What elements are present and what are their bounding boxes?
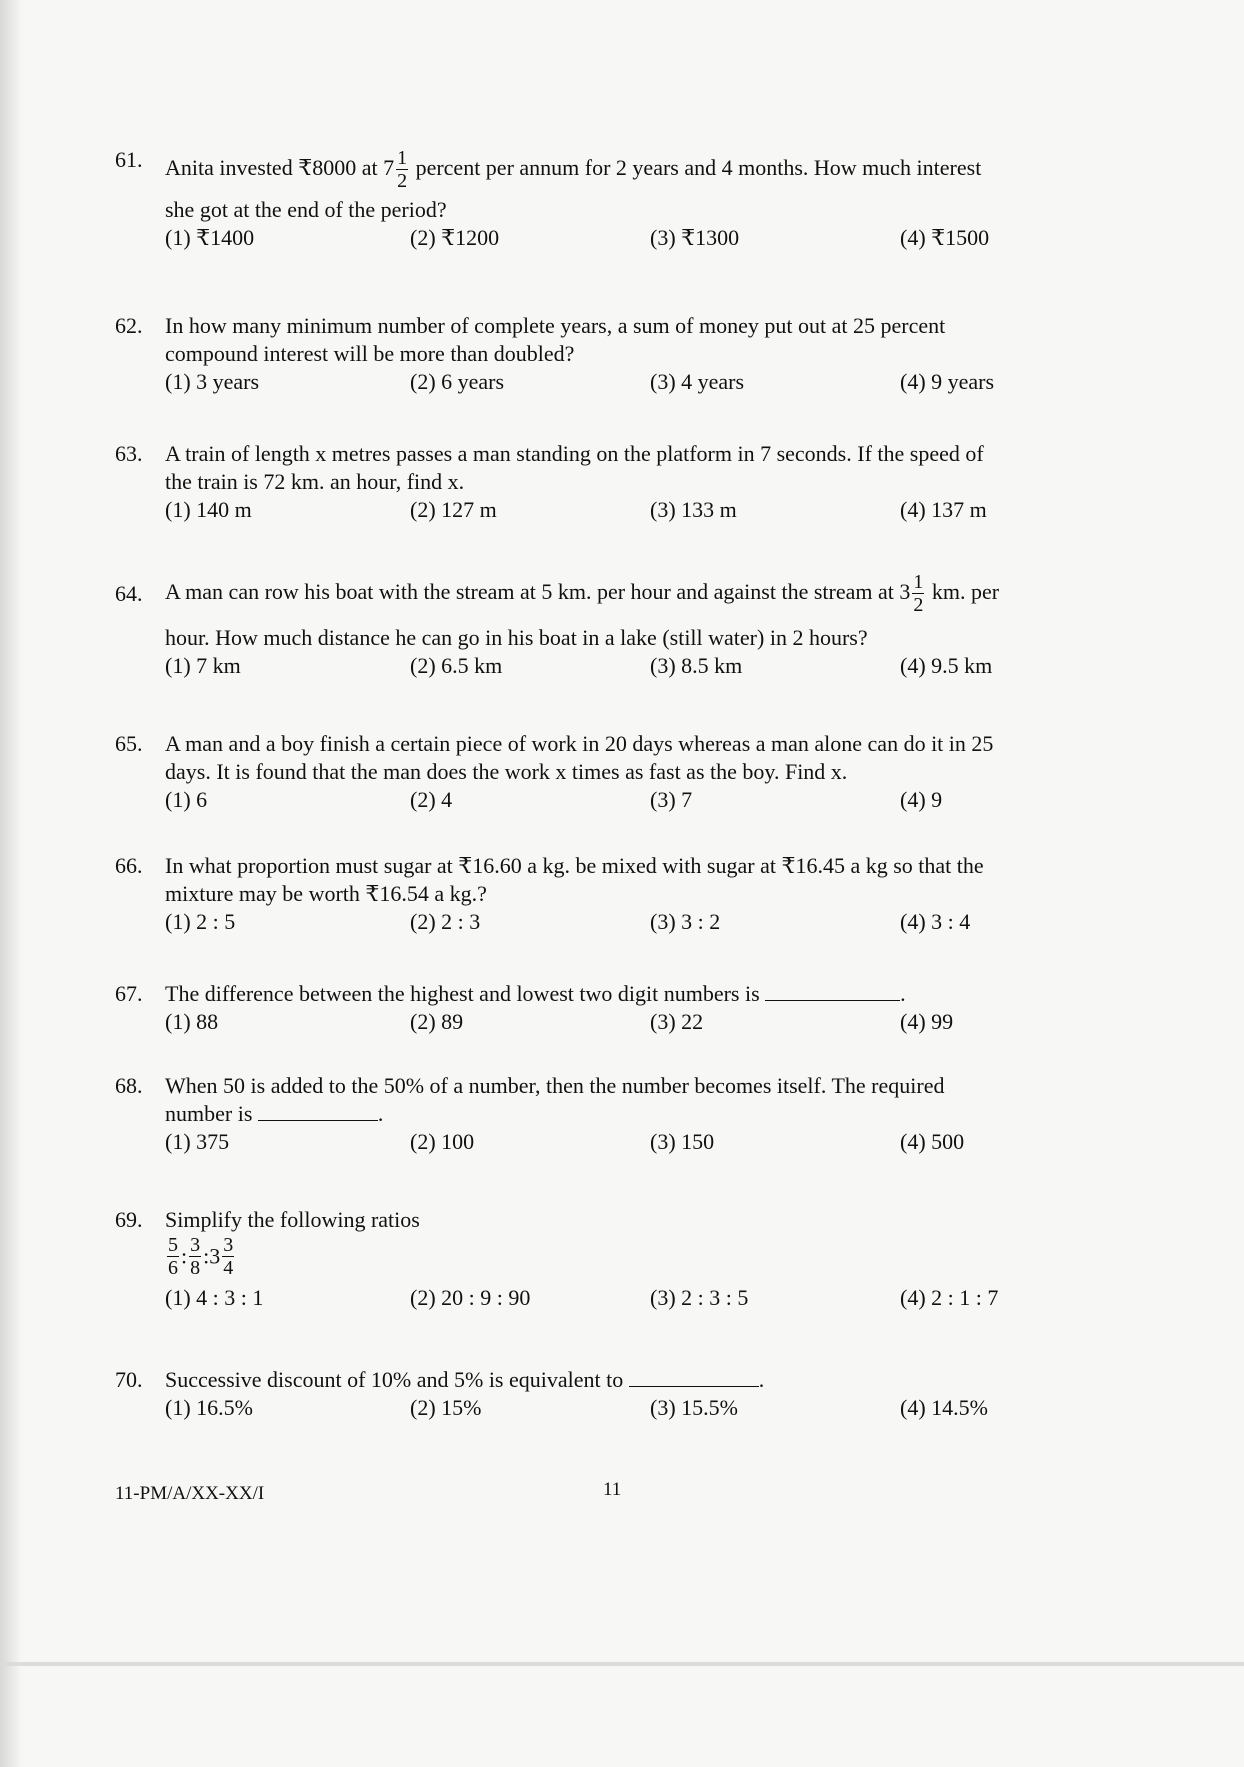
question-number: 62. <box>115 313 143 338</box>
option-3[interactable]: (3) 150 <box>650 1129 715 1154</box>
options <box>165 908 1135 938</box>
question-61 <box>115 146 1135 254</box>
option-4[interactable]: (4) 9 <box>900 787 943 812</box>
option-1[interactable]: (1) 6 <box>165 787 208 812</box>
question-text-part: km. per <box>931 579 1000 604</box>
options <box>165 496 1135 526</box>
option-2[interactable]: (2) 4 <box>410 787 453 812</box>
options <box>165 1128 1135 1158</box>
option-1[interactable]: (1) 4 : 3 : 1 <box>165 1285 264 1310</box>
answer-blank <box>258 1102 378 1121</box>
question-text-part: Anita invested ₹8000 at 7 <box>165 155 395 180</box>
answer-blank <box>765 982 900 1001</box>
fraction: $\frac{3}{4}$ <box>223 1234 234 1279</box>
fraction: $\frac{1}{2}$ <box>913 571 924 617</box>
question-66 <box>115 852 1135 938</box>
option-4[interactable]: (4) 9 years <box>900 369 995 394</box>
question-number: 68. <box>115 1073 143 1098</box>
option-2[interactable]: (2) 127 m <box>410 497 497 522</box>
options <box>165 1394 1135 1424</box>
option-1[interactable]: (1) 16.5% <box>165 1395 253 1420</box>
question-text: A man and a boy finish a certain piece of work in 20 days whereas a man alone can do it in 25 days. It is found that the man does the work x times as fast as the boy. Find x. <box>165 731 994 784</box>
option-1[interactable]: (1) 2 : 5 <box>165 909 236 934</box>
paper-code: 11-PM/A/XX-XX/I <box>115 1483 265 1504</box>
option-3[interactable]: (3) ₹1300 <box>650 225 740 251</box>
question-text: Successive discount of 10% and 5% is equivalent to . <box>165 1367 765 1392</box>
option-4[interactable]: (4) 9.5 km <box>900 653 993 679</box>
option-2[interactable]: (2) ₹1200 <box>410 225 500 251</box>
question-text-part: number is <box>165 1101 253 1126</box>
option-4[interactable]: (4) 2 : 1 : 7 <box>900 1285 999 1310</box>
question-text: The difference between the highest and lowest two digit numbers is . <box>165 981 906 1006</box>
question-number: 63. <box>115 441 143 466</box>
option-4[interactable]: (4) ₹1500 <box>900 225 990 251</box>
option-2[interactable]: (2) 15% <box>410 1395 482 1420</box>
fraction: $\frac{5}{6}$ <box>168 1234 178 1279</box>
option-2[interactable]: (2) 2 : 3 <box>410 909 481 934</box>
option-3[interactable]: (3) 3 : 2 <box>650 909 721 934</box>
options <box>165 1008 1135 1038</box>
question-64 <box>115 570 1135 682</box>
option-4[interactable]: (4) 500 <box>900 1129 965 1154</box>
option-3[interactable]: (3) 133 m <box>650 497 737 522</box>
fraction: $\frac{1}{2}$ <box>397 147 408 193</box>
option-1[interactable]: (1) 3 years <box>165 369 260 394</box>
ratio-expression: $\frac{5}{6}$ : $\frac{3}{8}$ :3 $\frac{3}{4}$ <box>168 1234 234 1279</box>
question-text: Simplify the following ratios <box>165 1207 420 1232</box>
option-3[interactable]: (3) 22 <box>650 1009 704 1034</box>
question-text: A train of length x metres passes a man standing on the platform in 7 seconds. If the speed of the train is 72 km. an hour, find x. <box>165 441 984 494</box>
options <box>165 786 1135 816</box>
question-text-part: Successive discount of 10% and 5% is equivalent to <box>165 1367 624 1392</box>
question-text-part: percent per annum for 2 years and 4 months. How much interest <box>415 155 982 180</box>
option-3[interactable]: (3) 2 : 3 : 5 <box>650 1285 749 1310</box>
question-text: Anita invested ₹8000 at 7 $\frac{1}{2}$ percent per annum for 2 years and 4 months. How much interest she got at the end of the period? <box>165 147 982 223</box>
option-1[interactable]: (1) 140 m <box>165 497 252 522</box>
option-2[interactable]: (2) 6.5 km <box>410 653 503 679</box>
question-number: 70. <box>115 1367 143 1392</box>
option-2[interactable]: (2) 20 : 9 : 90 <box>410 1285 531 1310</box>
page-number: 11 <box>603 1479 622 1500</box>
option-1[interactable]: (1) 375 <box>165 1129 230 1154</box>
question-65 <box>115 730 1135 816</box>
question-68 <box>115 1072 1135 1158</box>
option-2[interactable]: (2) 6 years <box>410 369 505 394</box>
option-4[interactable]: (4) 14.5% <box>900 1395 988 1420</box>
options <box>165 652 1135 682</box>
option-3[interactable]: (3) 7 <box>650 787 693 812</box>
question-number: 65. <box>115 731 143 756</box>
answer-blank <box>629 1368 759 1387</box>
question-67 <box>115 980 1135 1038</box>
question-text: In how many minimum number of complete years, a sum of money put out at 25 percent compound interest will be more than doubled? <box>165 313 946 366</box>
question-63 <box>115 440 1135 526</box>
options <box>165 368 1135 398</box>
question-number: 67. <box>115 981 143 1006</box>
question-text: When 50 is added to the 50% of a number, then the number becomes itself. The required number is . <box>165 1073 945 1126</box>
question-text-part: A man can row his boat with the stream at 5 km. per hour and against the stream at 3 <box>165 579 911 604</box>
question-number: 69. <box>115 1207 143 1232</box>
question-70 <box>115 1366 1135 1424</box>
options <box>165 1284 1135 1314</box>
question-62 <box>115 312 1135 398</box>
question-number: 61. <box>115 147 143 172</box>
option-2[interactable]: (2) 89 <box>410 1009 464 1034</box>
fraction: $\frac{3}{8}$ <box>190 1234 201 1279</box>
option-1[interactable]: (1) ₹1400 <box>165 225 255 251</box>
option-3[interactable]: (3) 15.5% <box>650 1395 738 1420</box>
question-number: 64. <box>115 581 143 606</box>
scan-bottom-band <box>0 1662 1244 1666</box>
option-3[interactable]: (3) 4 years <box>650 369 745 394</box>
option-1[interactable]: (1) 88 <box>165 1009 219 1034</box>
question-69 <box>115 1206 1135 1314</box>
question-text: A man can row his boat with the stream at 5 km. per hour and against the stream at 3 $\frac{1}{2}$ km. per hour. How much distance he can go in his boat in a lake (still water) in 2 hours? <box>165 571 1000 651</box>
option-2[interactable]: (2) 100 <box>410 1129 475 1154</box>
question-number: 66. <box>115 853 143 878</box>
option-1[interactable]: (1) 7 km <box>165 653 241 679</box>
option-4[interactable]: (4) 137 m <box>900 497 987 522</box>
question-text-part: The difference between the highest and lowest two digit numbers is <box>165 981 760 1006</box>
options <box>165 224 1135 254</box>
question-text: In what proportion must sugar at ₹16.60 a kg. be mixed with sugar at ₹16.45 a kg so that the mixture may be worth ₹16.54 a kg.? <box>165 853 984 906</box>
scan-edge-shadow <box>0 0 22 1767</box>
option-4[interactable]: (4) 3 : 4 <box>900 909 971 934</box>
option-3[interactable]: (3) 8.5 km <box>650 653 743 679</box>
option-4[interactable]: (4) 99 <box>900 1009 954 1034</box>
